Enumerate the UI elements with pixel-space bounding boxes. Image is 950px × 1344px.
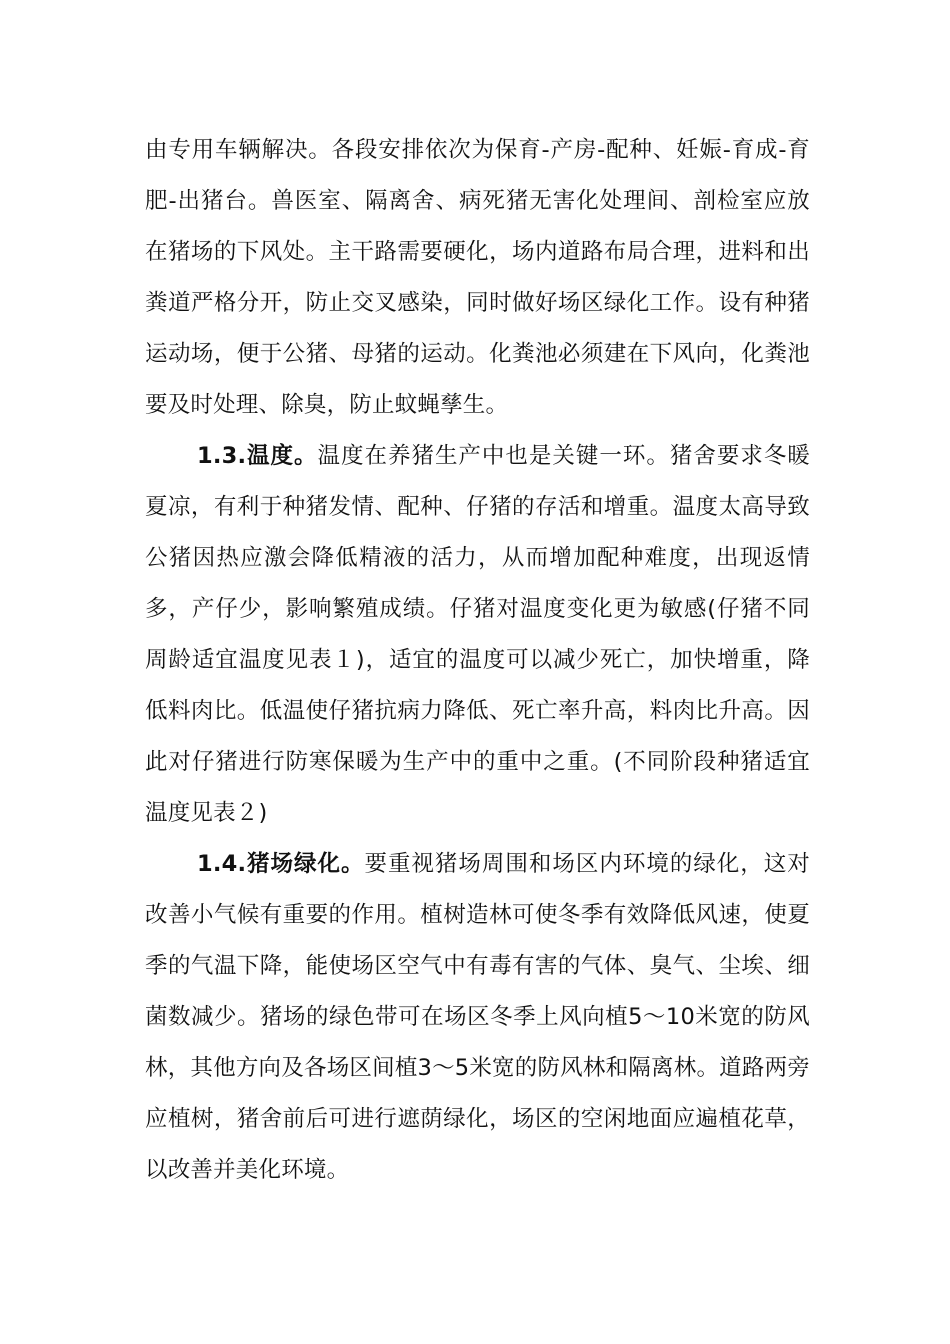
section-heading: 1.4.猪场绿化。 bbox=[197, 851, 365, 877]
paragraph-text: 由专用车辆解决。各段安排依次为保育-产房-配种、妊娠-育成-育肥-出猪台。兽医室、隔离舍、病死猪无害化处理间、剖检室应放在猪场的下风处。主干路需要硬化，场内道路布局合理，进料和出粪道严格分开，防止交叉感染，同时做好场区绿化工作。设有种猪运动场，便于公猪、母猪的运动。化粪池必须建在下风向，化粪池要及时处理、除臭，防止蚊蝇孳生。 bbox=[145, 137, 810, 418]
section-heading: 1.3.温度。 bbox=[197, 443, 318, 469]
document-body bbox=[145, 125, 810, 1196]
paragraph-greening bbox=[145, 839, 810, 1196]
paragraph-text: 温度在养猪生产中也是关键一环。猪舍要求冬暖夏凉，有利于种猪发情、配种、仔猪的存活和增重。温度太高导致公猪因热应激会降低精液的活力，从而增加配种难度，出现返情多，产仔少，影响繁殖成绩。仔猪对温度变化更为敏感(仔猪不同周龄适宜温度见表１)，适宜的温度可以减少死亡，加快增重，降低料肉比。低温使仔猪抗病力降低、死亡率升高，料肉比升高。因此对仔猪进行防寒保暖为生产中的重中之重。(不同阶段种猪适宜温度见表２) bbox=[145, 443, 811, 826]
paragraph-temperature bbox=[145, 431, 810, 839]
paragraph-site-layout bbox=[145, 125, 810, 431]
paragraph-text: 要重视猪场周围和场区内环境的绿化，这对改善小气候有重要的作用。植树造林可使冬季有效降低风速，使夏季的气温下降，能使场区空气中有毒有害的气体、臭气、尘埃、细菌数减少。猪场的绿色带可在场区冬季上风向植5～10米宽的防风林，其他方向及各场区间植3～5米宽的防风林和隔离林。道路两旁应植树，猪舍前后可进行遮荫绿化，场区的空闲地面应遍植花草，以改善并美化环境。 bbox=[145, 851, 810, 1183]
